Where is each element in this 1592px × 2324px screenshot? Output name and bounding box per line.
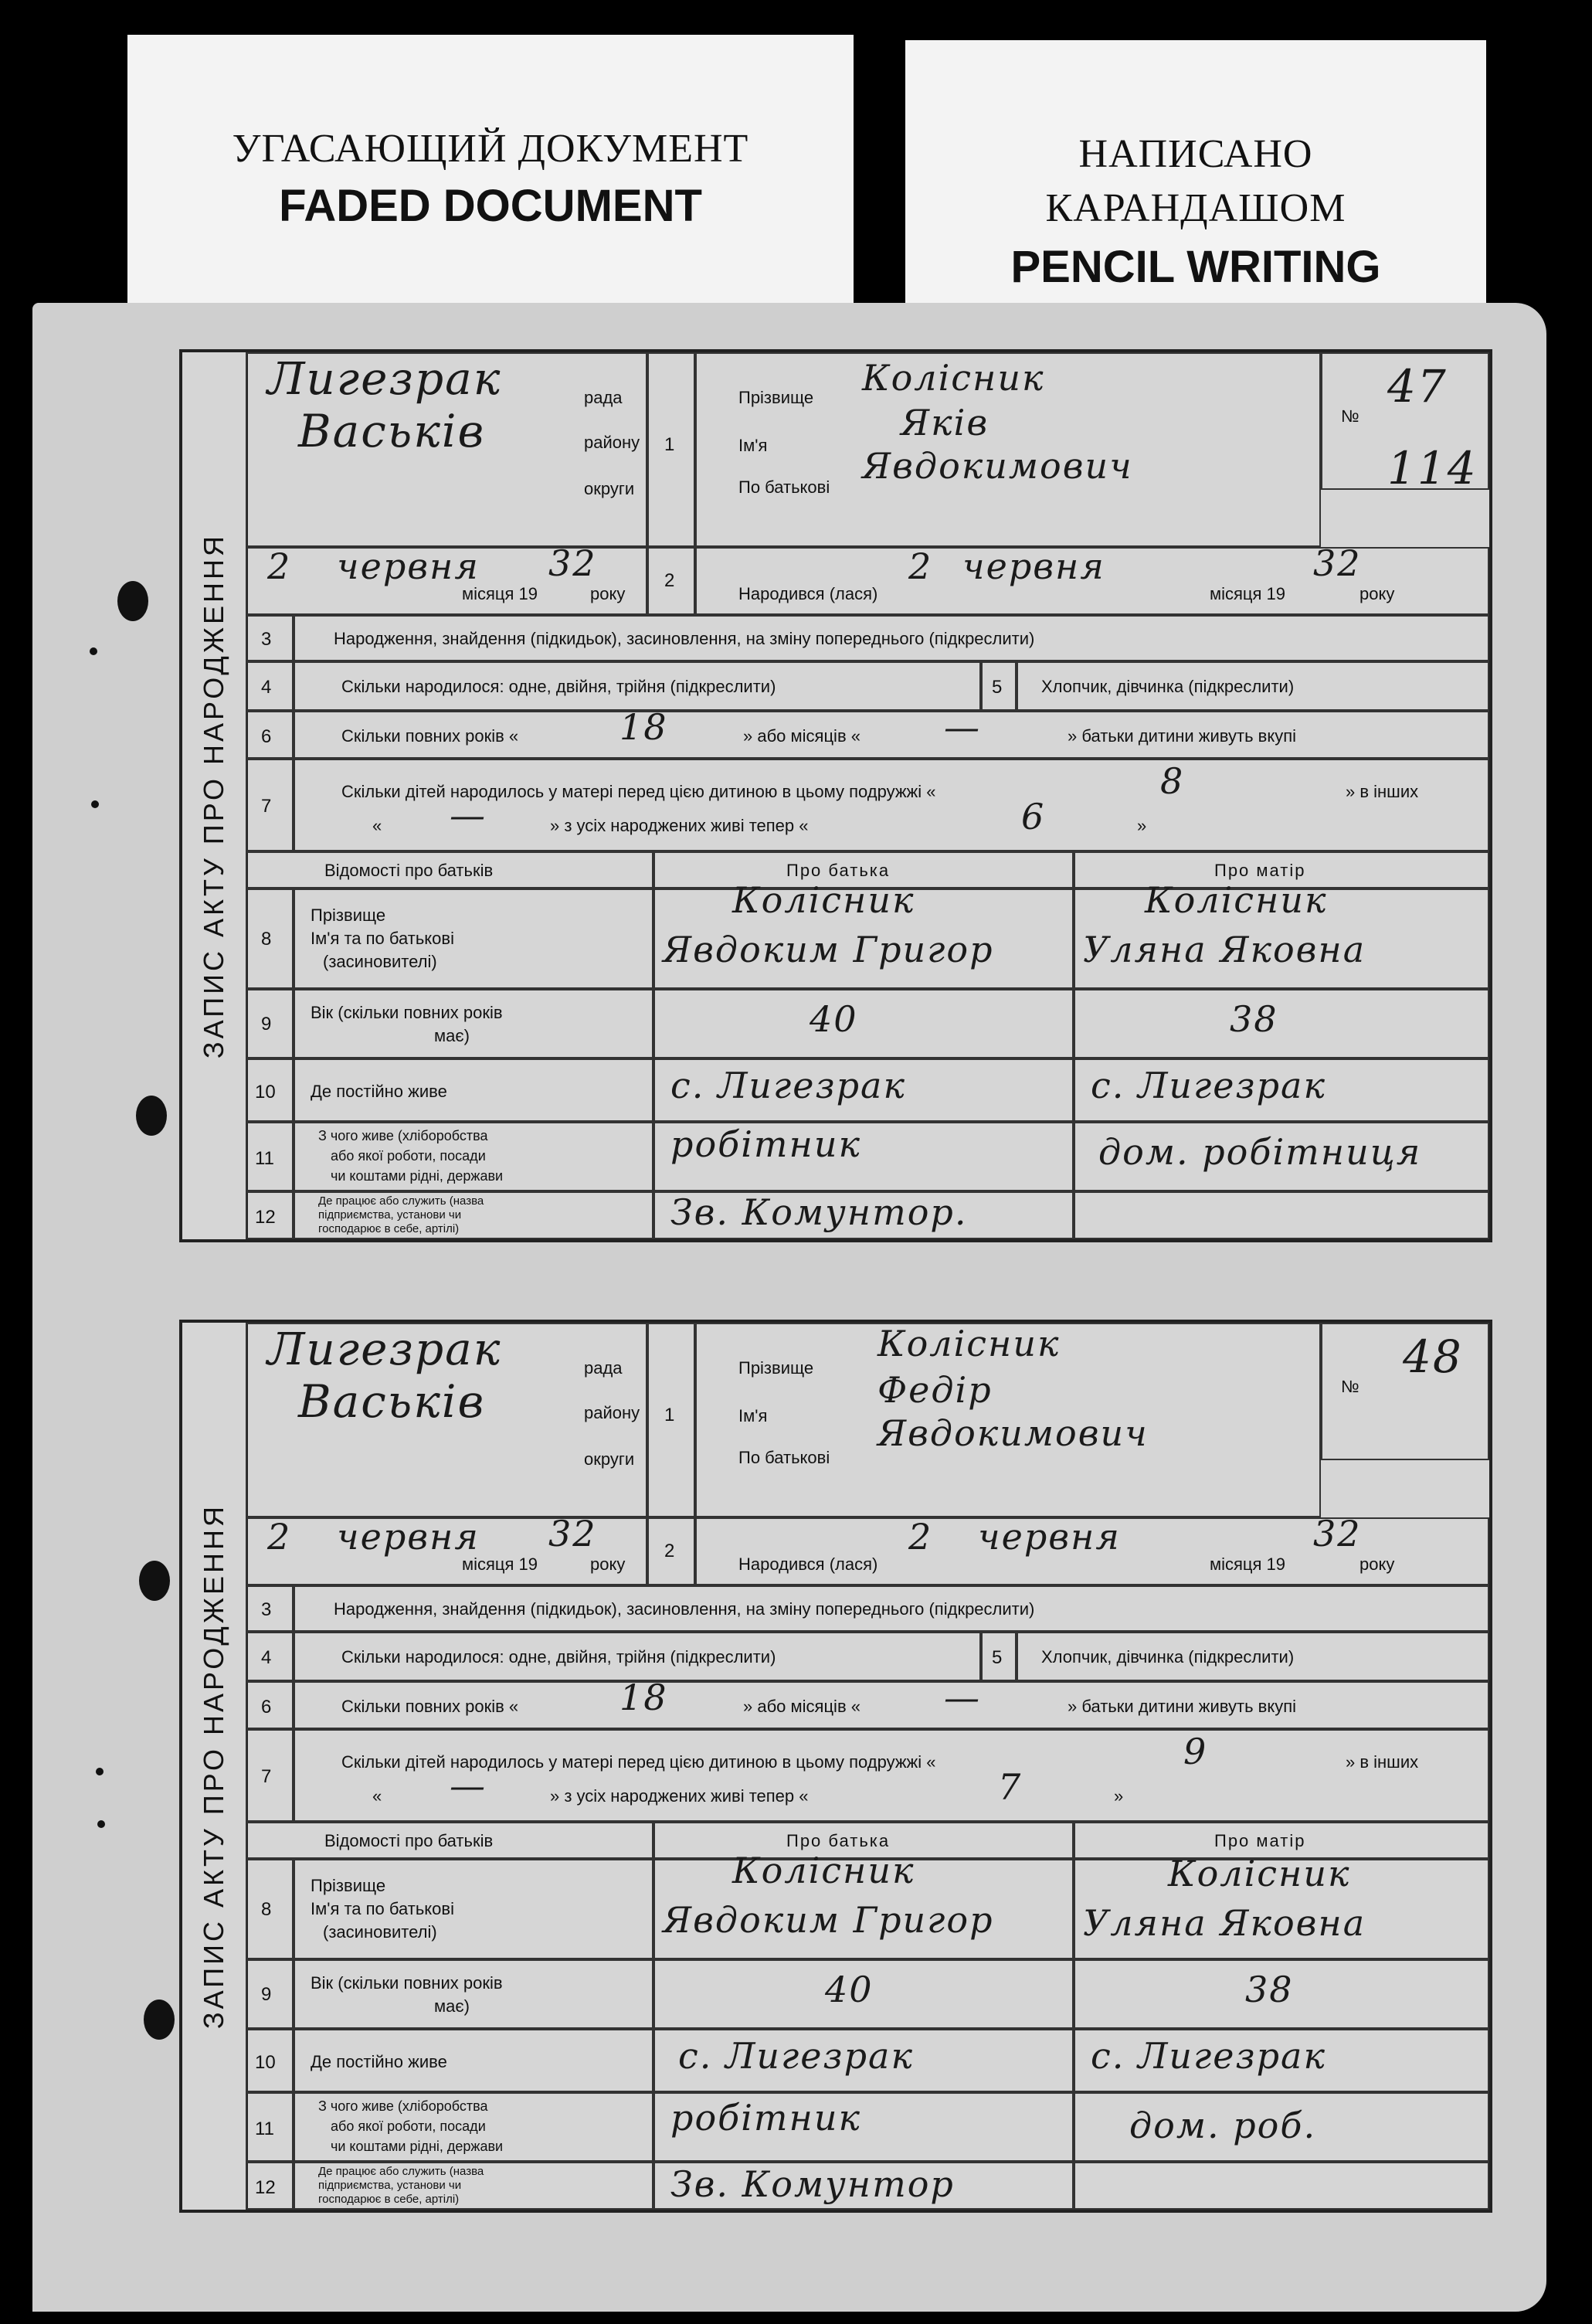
patronymic-value: Явдокимович (877, 1412, 1149, 1454)
children-before: 8 (1160, 760, 1185, 802)
paper-mark (90, 647, 97, 655)
mother-age-cell (1074, 1959, 1489, 2029)
row7-cell (294, 1729, 1489, 1822)
father-name-cell (653, 1850, 1074, 1959)
reg-month: червня (337, 1516, 480, 1558)
name-label: Ім'я (738, 1406, 768, 1425)
father-employer-cell (653, 1191, 1074, 1239)
row3-label: Народження, знайдення (підкидьок), засиновлення, на зміну попереднього (підкреслити) (334, 1599, 1035, 1619)
pencil-writing-label (905, 40, 1486, 309)
row4-cell (294, 1632, 981, 1681)
father-age: 40 (825, 1969, 874, 2010)
birth-year-label: року (1359, 584, 1395, 603)
row7-label-e: » (1137, 816, 1147, 835)
row11-cell (294, 1122, 653, 1191)
mother-label: Про матір (1214, 1831, 1306, 1850)
rada-label: рада (584, 1358, 623, 1378)
row4-cell (294, 661, 981, 711)
surname-label: Прізвище (738, 388, 814, 407)
row8-num: 8 (246, 1859, 294, 1959)
row10-num: 10 (246, 1058, 294, 1122)
row9-cell (294, 989, 653, 1058)
row6-cell (294, 706, 1489, 759)
row5-num: 5 (981, 661, 1017, 711)
raion-label: району (584, 1403, 640, 1422)
years-together: 18 (619, 706, 668, 748)
months-together: — (944, 1677, 981, 1718)
born-label: Народився (лася) (738, 584, 878, 603)
raion-value: Васьків (298, 405, 486, 457)
father-home: с. Лигезрак (678, 2035, 914, 2077)
birth-month: червня (962, 545, 1105, 587)
children-alive: 6 (1021, 796, 1046, 838)
paper-mark (96, 1768, 104, 1775)
row6-label-c: » батьки дитини живуть вкупі (1068, 1697, 1297, 1716)
row3-num: 3 (246, 615, 294, 661)
row7-cell (294, 759, 1489, 851)
children-before: 9 (1183, 1731, 1208, 1772)
row8-label-b: Ім'я та по батькові (311, 1899, 454, 1918)
father-name-cell (653, 879, 1074, 989)
reg-month-label: місяця 19 (462, 584, 538, 603)
row11-label-a: З чого живе (хліборобства (318, 1128, 488, 1143)
row7-label-c: « (372, 816, 382, 835)
side-title: ЗАПИС АКТУ ПРО НАРОДЖЕННЯ (198, 532, 229, 1059)
row10-cell (294, 1058, 653, 1122)
patronymic-label: По батькові (738, 1448, 830, 1467)
mother-home-cell (1074, 2029, 1489, 2092)
row2-num: 2 (647, 547, 695, 615)
row4-num: 4 (246, 661, 294, 711)
row3-num: 3 (246, 1585, 294, 1632)
row5-label: Хлопчик, дівчинка (підкреслити) (1041, 677, 1295, 696)
birth-day: 2 (908, 1516, 933, 1558)
faded-document-label (127, 35, 854, 304)
row12-cell (294, 1191, 653, 1239)
row7-label-d: » з усіх народжених живі тепер « (550, 816, 809, 835)
reg-year: 32 (548, 1513, 597, 1554)
father-work-cell (653, 1122, 1074, 1191)
row7-label-e: » (1114, 1786, 1124, 1806)
surname-value: Колісник (862, 357, 1045, 399)
row11-cell (294, 2092, 653, 2162)
mother-name-cell (1074, 879, 1489, 989)
reg-month: червня (337, 545, 480, 587)
father-work-cell (653, 2092, 1074, 2162)
row8-label-a: Прізвище (311, 1876, 386, 1895)
row12-label-c: господарює в себе, артілі) (318, 2193, 460, 2206)
punch-hole (139, 1561, 170, 1601)
punch-hole (117, 581, 148, 621)
row7-num: 7 (246, 759, 294, 851)
mother-home: с. Лигезрак (1091, 2035, 1326, 2077)
row8-num: 8 (246, 888, 294, 989)
birth-month-label: місяця 19 (1210, 584, 1286, 603)
okrugy-label: округи (584, 1449, 635, 1469)
mother-employer-cell (1074, 1191, 1489, 1239)
row8-label-a: Прізвище (311, 905, 386, 925)
row9-label-b: має) (434, 1026, 470, 1045)
born-label: Народився (лася) (738, 1554, 878, 1574)
row6-num: 6 (246, 711, 294, 759)
row11-label-b: або якої роботи, посади (331, 2118, 486, 2134)
row4-num: 4 (246, 1632, 294, 1681)
birth-year-label: року (1359, 1554, 1395, 1574)
months-together: — (944, 706, 981, 748)
row8-label-b: Ім'я та по батькові (311, 929, 454, 948)
father-name: Явдоким Григор (663, 1899, 994, 1941)
mother-employer-cell (1074, 2162, 1489, 2210)
reg-year: 32 (548, 542, 597, 584)
name-value: Федір (877, 1369, 993, 1411)
row7-label-c: « (372, 1786, 382, 1806)
raion-value: Васьків (298, 1375, 486, 1428)
row3-cell (294, 615, 1489, 661)
row12-label-b: підприємства, установи чи (318, 1208, 462, 1221)
row10-label: Де постійно живе (311, 2052, 447, 2071)
rada-value: Лигезрак (267, 352, 502, 405)
row5-cell (1017, 661, 1489, 711)
row12-cell (294, 2162, 653, 2210)
mother-name: Уляна Яковна (1083, 1902, 1366, 1944)
mother-work-cell (1074, 2092, 1489, 2162)
side-title-cell (182, 352, 248, 1239)
birth-year: 32 (1313, 1513, 1362, 1554)
row12-label-c: господарює в себе, артілі) (318, 1222, 460, 1235)
father-employer-cell (653, 2162, 1074, 2210)
father-employer: Зв. Комунтор (670, 2163, 955, 2205)
row6-label-a: Скільки повних років « (341, 1697, 519, 1716)
no-label: № (1341, 406, 1359, 426)
row11-num: 11 (246, 2092, 294, 2162)
row12-label-a: Де працює або служить (назва (318, 2165, 484, 2178)
row2-num: 2 (647, 1517, 695, 1585)
faded-label-ru: УГАСАЮЩИЙ ДОКУМЕНТ (232, 127, 749, 171)
row7-label-b: » в інших (1346, 1752, 1419, 1772)
father-surname: Колісник (732, 879, 915, 921)
reg-year-label: року (590, 1554, 626, 1574)
father-home: с. Лигезрак (670, 1065, 906, 1106)
punch-hole (136, 1096, 167, 1136)
record-number: 47 (1387, 360, 1448, 413)
paper-mark (97, 1820, 105, 1828)
parents-label: Відомості про батьків (324, 1831, 494, 1850)
row9-label-b: має) (434, 1996, 470, 2016)
father-home-cell (653, 1058, 1074, 1122)
row10-num: 10 (246, 2029, 294, 2092)
row9-num: 9 (246, 989, 294, 1058)
row10-cell (294, 2029, 653, 2092)
father-work: робітник (670, 1123, 861, 1165)
father-surname: Колісник (732, 1850, 915, 1891)
birth-record-2 (179, 1320, 1492, 2213)
rada-value: Лигезрак (267, 1323, 502, 1375)
mother-name: Уляна Яковна (1083, 929, 1366, 970)
row1-num: 1 (647, 1323, 695, 1517)
mother-label: Про матір (1214, 861, 1306, 880)
father-label: Про батька (786, 1831, 891, 1850)
raion-label: району (584, 433, 640, 452)
row6-label-b: » або місяців « (743, 1697, 860, 1716)
father-age: 40 (810, 998, 858, 1040)
row8-label-c: (засиновителі) (323, 952, 437, 971)
side-title-cell (182, 1323, 248, 2210)
reg-year-label: року (590, 584, 626, 603)
row11-label-a: З чого живе (хліборобства (318, 2098, 488, 2114)
pencil-label-ru-2: КАРАНДАШОМ (1045, 186, 1346, 230)
mother-age: 38 (1245, 1969, 1294, 2010)
row11-num: 11 (246, 1122, 294, 1191)
mother-age-cell (1074, 989, 1489, 1058)
mother-name-cell (1074, 1853, 1489, 1959)
mother-age: 38 (1230, 998, 1278, 1040)
row6-num: 6 (246, 1681, 294, 1729)
parents-label: Відомості про батьків (324, 861, 494, 880)
children-other: — (450, 794, 487, 836)
record-number-2: 114 (1387, 442, 1478, 494)
name-label: Ім'я (738, 436, 768, 455)
record-number: 48 (1403, 1330, 1463, 1383)
row6-label-a: Скільки повних років « (341, 726, 519, 746)
faded-label-en: FADED DOCUMENT (279, 181, 702, 231)
mother-work: дом. робітниця (1098, 1131, 1422, 1173)
children-alive: 7 (998, 1766, 1023, 1808)
no-label: № (1341, 1377, 1359, 1396)
row3-cell (294, 1585, 1489, 1632)
punch-hole (144, 2000, 175, 2040)
mother-surname: Колісник (1145, 879, 1328, 921)
side-title: ЗАПИС АКТУ ПРО НАРОДЖЕННЯ (198, 1503, 229, 2030)
surname-value: Колісник (877, 1323, 1061, 1364)
row11-label-c: чи коштами рідні, держави (331, 1168, 504, 1184)
mother-home-cell (1074, 1058, 1489, 1122)
patronymic-value: Явдокимович (862, 445, 1133, 487)
row4-label: Скільки народилося: одне, двійня, трійня (підкреслити) (341, 677, 776, 696)
birth-day: 2 (908, 545, 933, 587)
row6-label-b: » або місяців « (743, 726, 860, 746)
row6-label-c: » батьки дитини живуть вкупі (1068, 726, 1297, 746)
father-employer: Зв. Комунтор. (670, 1191, 968, 1233)
row8-label-c: (засиновителі) (323, 1922, 437, 1942)
name-value: Яків (901, 402, 989, 443)
row10-label: Де постійно живе (311, 1082, 447, 1101)
row7-label-b: » в інших (1346, 782, 1419, 801)
parents-header (246, 851, 653, 888)
row9-num: 9 (246, 1959, 294, 2029)
reg-month-label: місяця 19 (462, 1554, 538, 1574)
parents-header (246, 1822, 653, 1859)
row7-label-a: Скільки дітей народилось у матері перед цією дитиною в цьому подружжі « (341, 782, 936, 801)
row11-label-c: чи коштами рідні, держави (331, 2139, 504, 2154)
row4-label: Скільки народилося: одне, двійня, трійня (підкреслити) (341, 1647, 776, 1667)
row7-label-d: » з усіх народжених живі тепер « (550, 1786, 809, 1806)
father-home-cell (653, 2029, 1074, 2092)
row12-label-a: Де працює або служить (назва (318, 1194, 484, 1208)
row12-num: 12 (246, 1191, 294, 1239)
mother-surname: Колісник (1168, 1853, 1351, 1894)
okrugy-label: округи (584, 479, 635, 498)
row7-label-a: Скільки дітей народилось у матері перед цією дитиною в цьому подружжі « (341, 1752, 936, 1772)
row5-label: Хлопчик, дівчинка (підкреслити) (1041, 1647, 1295, 1667)
patronymic-label: По батькові (738, 477, 830, 497)
row12-label-b: підприємства, установи чи (318, 2179, 462, 2192)
surname-label: Прізвище (738, 1358, 814, 1378)
father-age-cell (653, 1959, 1074, 2029)
reg-day: 2 (267, 545, 292, 587)
mother-home: с. Лигезрак (1091, 1065, 1326, 1106)
row8-cell (294, 888, 653, 989)
row5-num: 5 (981, 1632, 1017, 1681)
father-age-cell (653, 989, 1074, 1058)
pencil-label-en: PENCIL WRITING (1010, 242, 1381, 292)
paper-mark (91, 800, 99, 808)
father-label: Про батька (786, 861, 891, 880)
birth-year: 32 (1313, 542, 1362, 584)
row11-label-b: або якої роботи, посади (331, 1148, 486, 1164)
mother-work-cell (1074, 1122, 1489, 1191)
years-together: 18 (619, 1677, 668, 1718)
row1-num: 1 (647, 352, 695, 547)
row9-cell (294, 1959, 653, 2029)
row8-cell (294, 1859, 653, 1959)
row9-label-a: Вік (скільки повних років (311, 1003, 503, 1022)
reg-day: 2 (267, 1516, 292, 1558)
row5-cell (1017, 1632, 1489, 1681)
rada-label: рада (584, 388, 623, 407)
birth-month-label: місяця 19 (1210, 1554, 1286, 1574)
pencil-label-ru-1: НАПИСАНО (1078, 132, 1313, 176)
row9-label-a: Вік (скільки повних років (311, 1973, 503, 1993)
row6-cell (294, 1677, 1489, 1729)
father-work: робітник (670, 2097, 861, 2139)
mother-work: дом. роб. (1129, 2105, 1317, 2146)
row12-num: 12 (246, 2162, 294, 2210)
children-other: — (450, 1765, 487, 1806)
birth-record-1 (179, 349, 1492, 1242)
birth-month: червня (978, 1516, 1121, 1558)
row3-label: Народження, знайдення (підкидьок), засиновлення, на зміну попереднього (підкреслити) (334, 629, 1035, 648)
father-name: Явдоким Григор (663, 929, 994, 970)
row7-num: 7 (246, 1729, 294, 1822)
